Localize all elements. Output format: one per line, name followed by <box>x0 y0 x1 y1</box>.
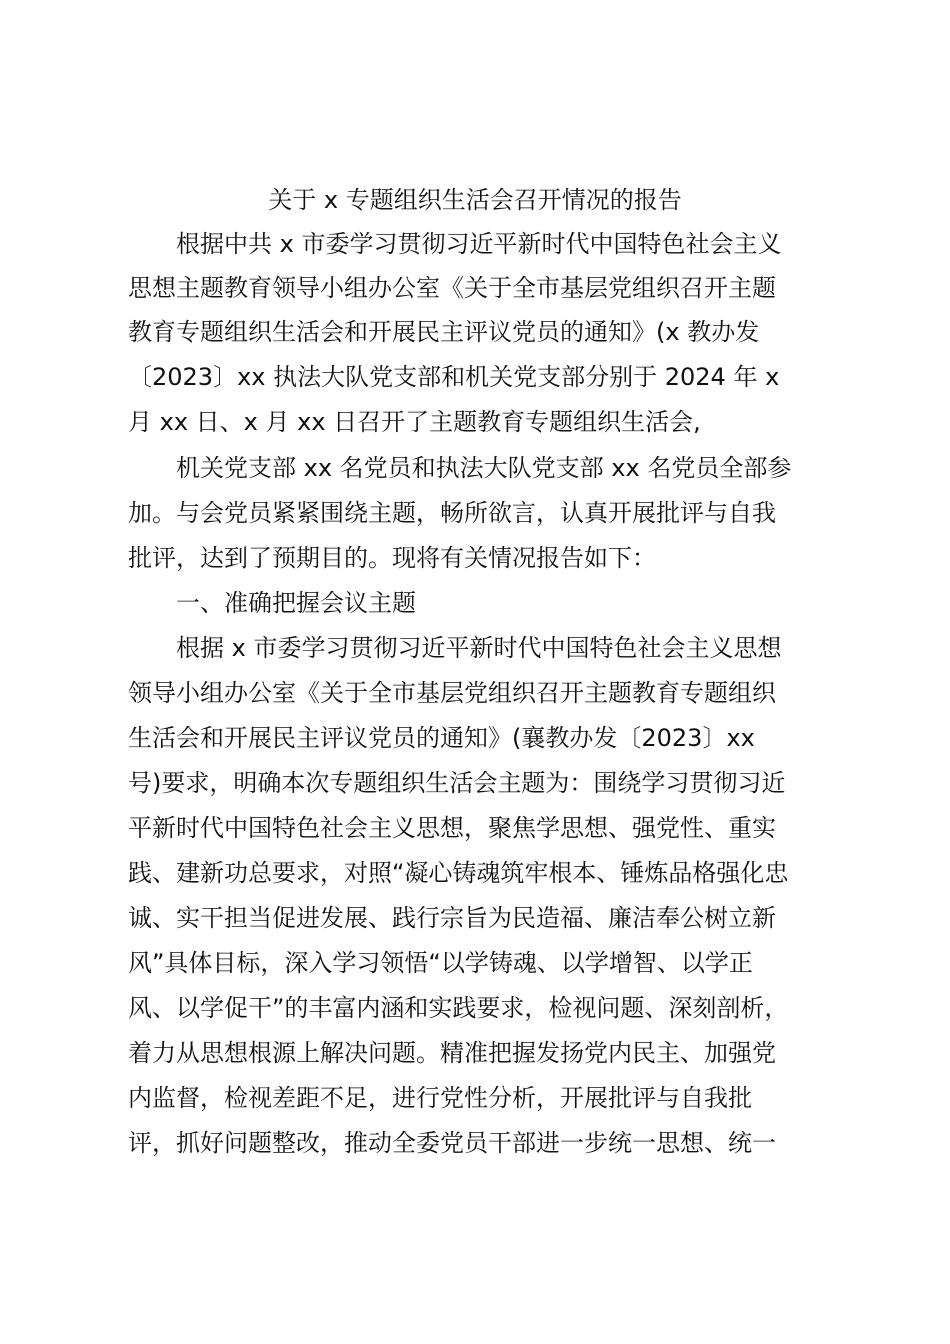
body-line: 平新时代中国特色社会主义思想，聚焦学思想、强党性、重实 <box>128 814 776 842</box>
body-line: 风、以学促干”的丰富内涵和实践要求，检视问题、深刻剖析， <box>128 994 789 1022</box>
body-line: 思想主题教育领导小组办公室《关于全市基层党组织召开主题 <box>128 274 776 302</box>
section-heading: 一、准确把握会议主题 <box>176 589 416 617</box>
body-line: 月 xx 日、x 月 xx 日召开了主题教育专题组织生活会, <box>128 408 701 436</box>
body-line: 加。与会党员紧紧围绕主题，畅所欲言，认真开展批评与自我 <box>128 499 776 527</box>
body-line: 风”具体目标，深入学习领悟“以学铸魂、以学增智、以学正 <box>128 949 753 977</box>
body-line: 内监督，检视差距不足，进行党性分析，开展批评与自我批 <box>128 1084 752 1112</box>
body-line: 机关党支部 xx 名党员和执法大队党支部 xx 名党员全部参 <box>176 454 792 482</box>
body-line: 批评，达到了预期目的。现将有关情况报告如下： <box>128 544 656 572</box>
body-line: 着力从思想根源上解决问题。精准把握发扬党内民主、加强党 <box>128 1039 776 1067</box>
body-line: 号)要求，明确本次专题组织生活会主题为：围绕学习贯彻习近 <box>128 769 786 797</box>
body-line: 践、建新功总要求，对照“凝心铸魂筑牢根本、锤炼品格强化忠 <box>128 859 789 887</box>
document-title: 关于 x 专题组织生活会召开情况的报告 <box>268 186 682 214</box>
body-line: 根据中共 x 市委学习贯彻习近平新时代中国特色社会主义 <box>176 230 782 258</box>
body-line: 根据 x 市委学习贯彻习近平新时代中国特色社会主义思想 <box>176 634 782 662</box>
body-line: 〔2023〕xx 执法大队党支部和机关党支部分别于 2024 年 x <box>128 363 780 391</box>
body-line: 评，抓好问题整改，推动全委党员干部进一步统一思想、统一 <box>128 1129 776 1157</box>
body-line: 诚、实干担当促进发展、践行宗旨为民造福、廉洁奉公树立新 <box>128 904 776 932</box>
body-line: 教育专题组织生活会和开展民主评议党员的通知》(x 教办发 <box>128 318 760 346</box>
body-line: 生活会和开展民主评议党员的通知》(襄教办发〔2023〕xx <box>128 724 755 752</box>
body-line: 领导小组办公室《关于全市基层党组织召开主题教育专题组织 <box>128 679 776 707</box>
